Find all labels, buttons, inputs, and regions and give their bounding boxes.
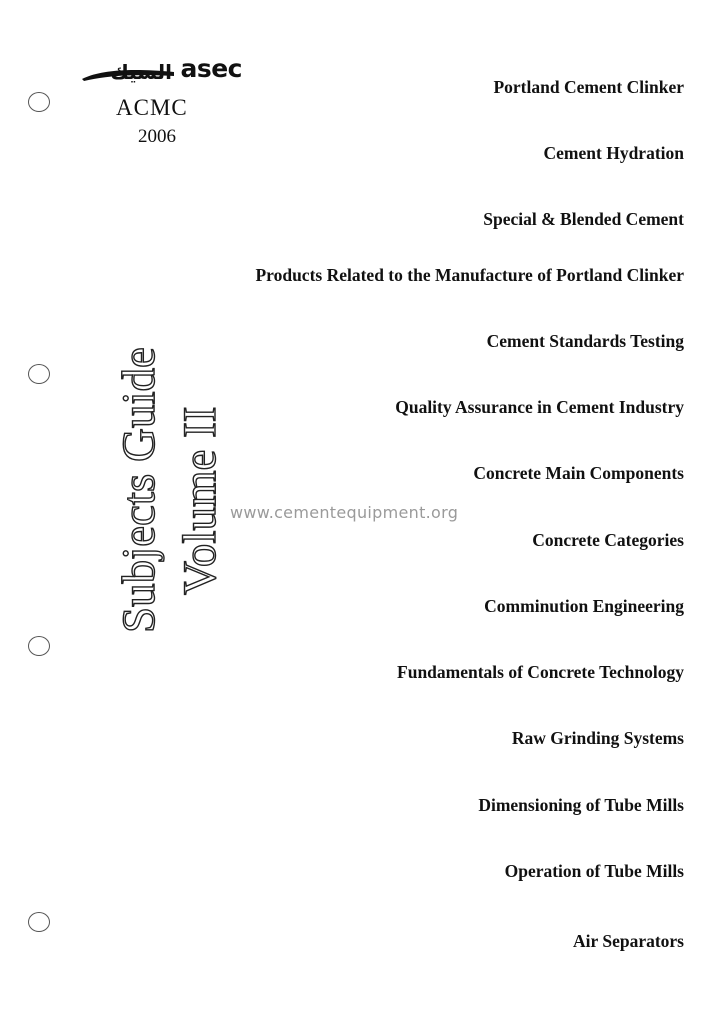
subject-item: Quality Assurance in Cement Industry — [395, 397, 684, 417]
subject-item: Concrete Main Components — [473, 463, 684, 483]
subject-item: Concrete Categories — [532, 530, 684, 550]
subject-item: Cement Hydration — [543, 143, 684, 163]
cover-title-line-1: Subjects Guide — [113, 347, 165, 633]
subject-item: Operation of Tube Mills — [504, 861, 684, 881]
logo-brand-text: asec — [180, 54, 242, 83]
subject-item: Dimensioning of Tube Mills — [478, 795, 684, 815]
punch-hole-4 — [28, 912, 50, 932]
subject-item: Cement Standards Testing — [486, 331, 684, 351]
subject-item: Products Related to the Manufacture of Portland Clinker — [255, 265, 684, 285]
punch-hole-2 — [28, 364, 50, 384]
subject-item: Portland Cement Clinker — [493, 77, 684, 97]
logo-arabic-text: السيك — [110, 60, 172, 84]
punch-hole-3 — [28, 636, 50, 656]
subject-item: Air Separators — [573, 931, 684, 951]
subject-item: Fundamentals of Concrete Technology — [397, 662, 684, 682]
publication-year: 2006 — [138, 126, 176, 147]
subject-item: Special & Blended Cement — [483, 209, 684, 229]
watermark-url: www.cementequipment.org — [230, 503, 459, 522]
cover-title — [60, 345, 260, 635]
cover-title-line-2: Volume II — [174, 406, 226, 595]
subject-item: Comminution Engineering — [484, 596, 684, 616]
company-logo — [80, 54, 242, 84]
subject-item: Raw Grinding Systems — [511, 728, 684, 748]
organization-acronym: ACMC — [116, 95, 188, 120]
punch-hole-1 — [28, 92, 50, 112]
